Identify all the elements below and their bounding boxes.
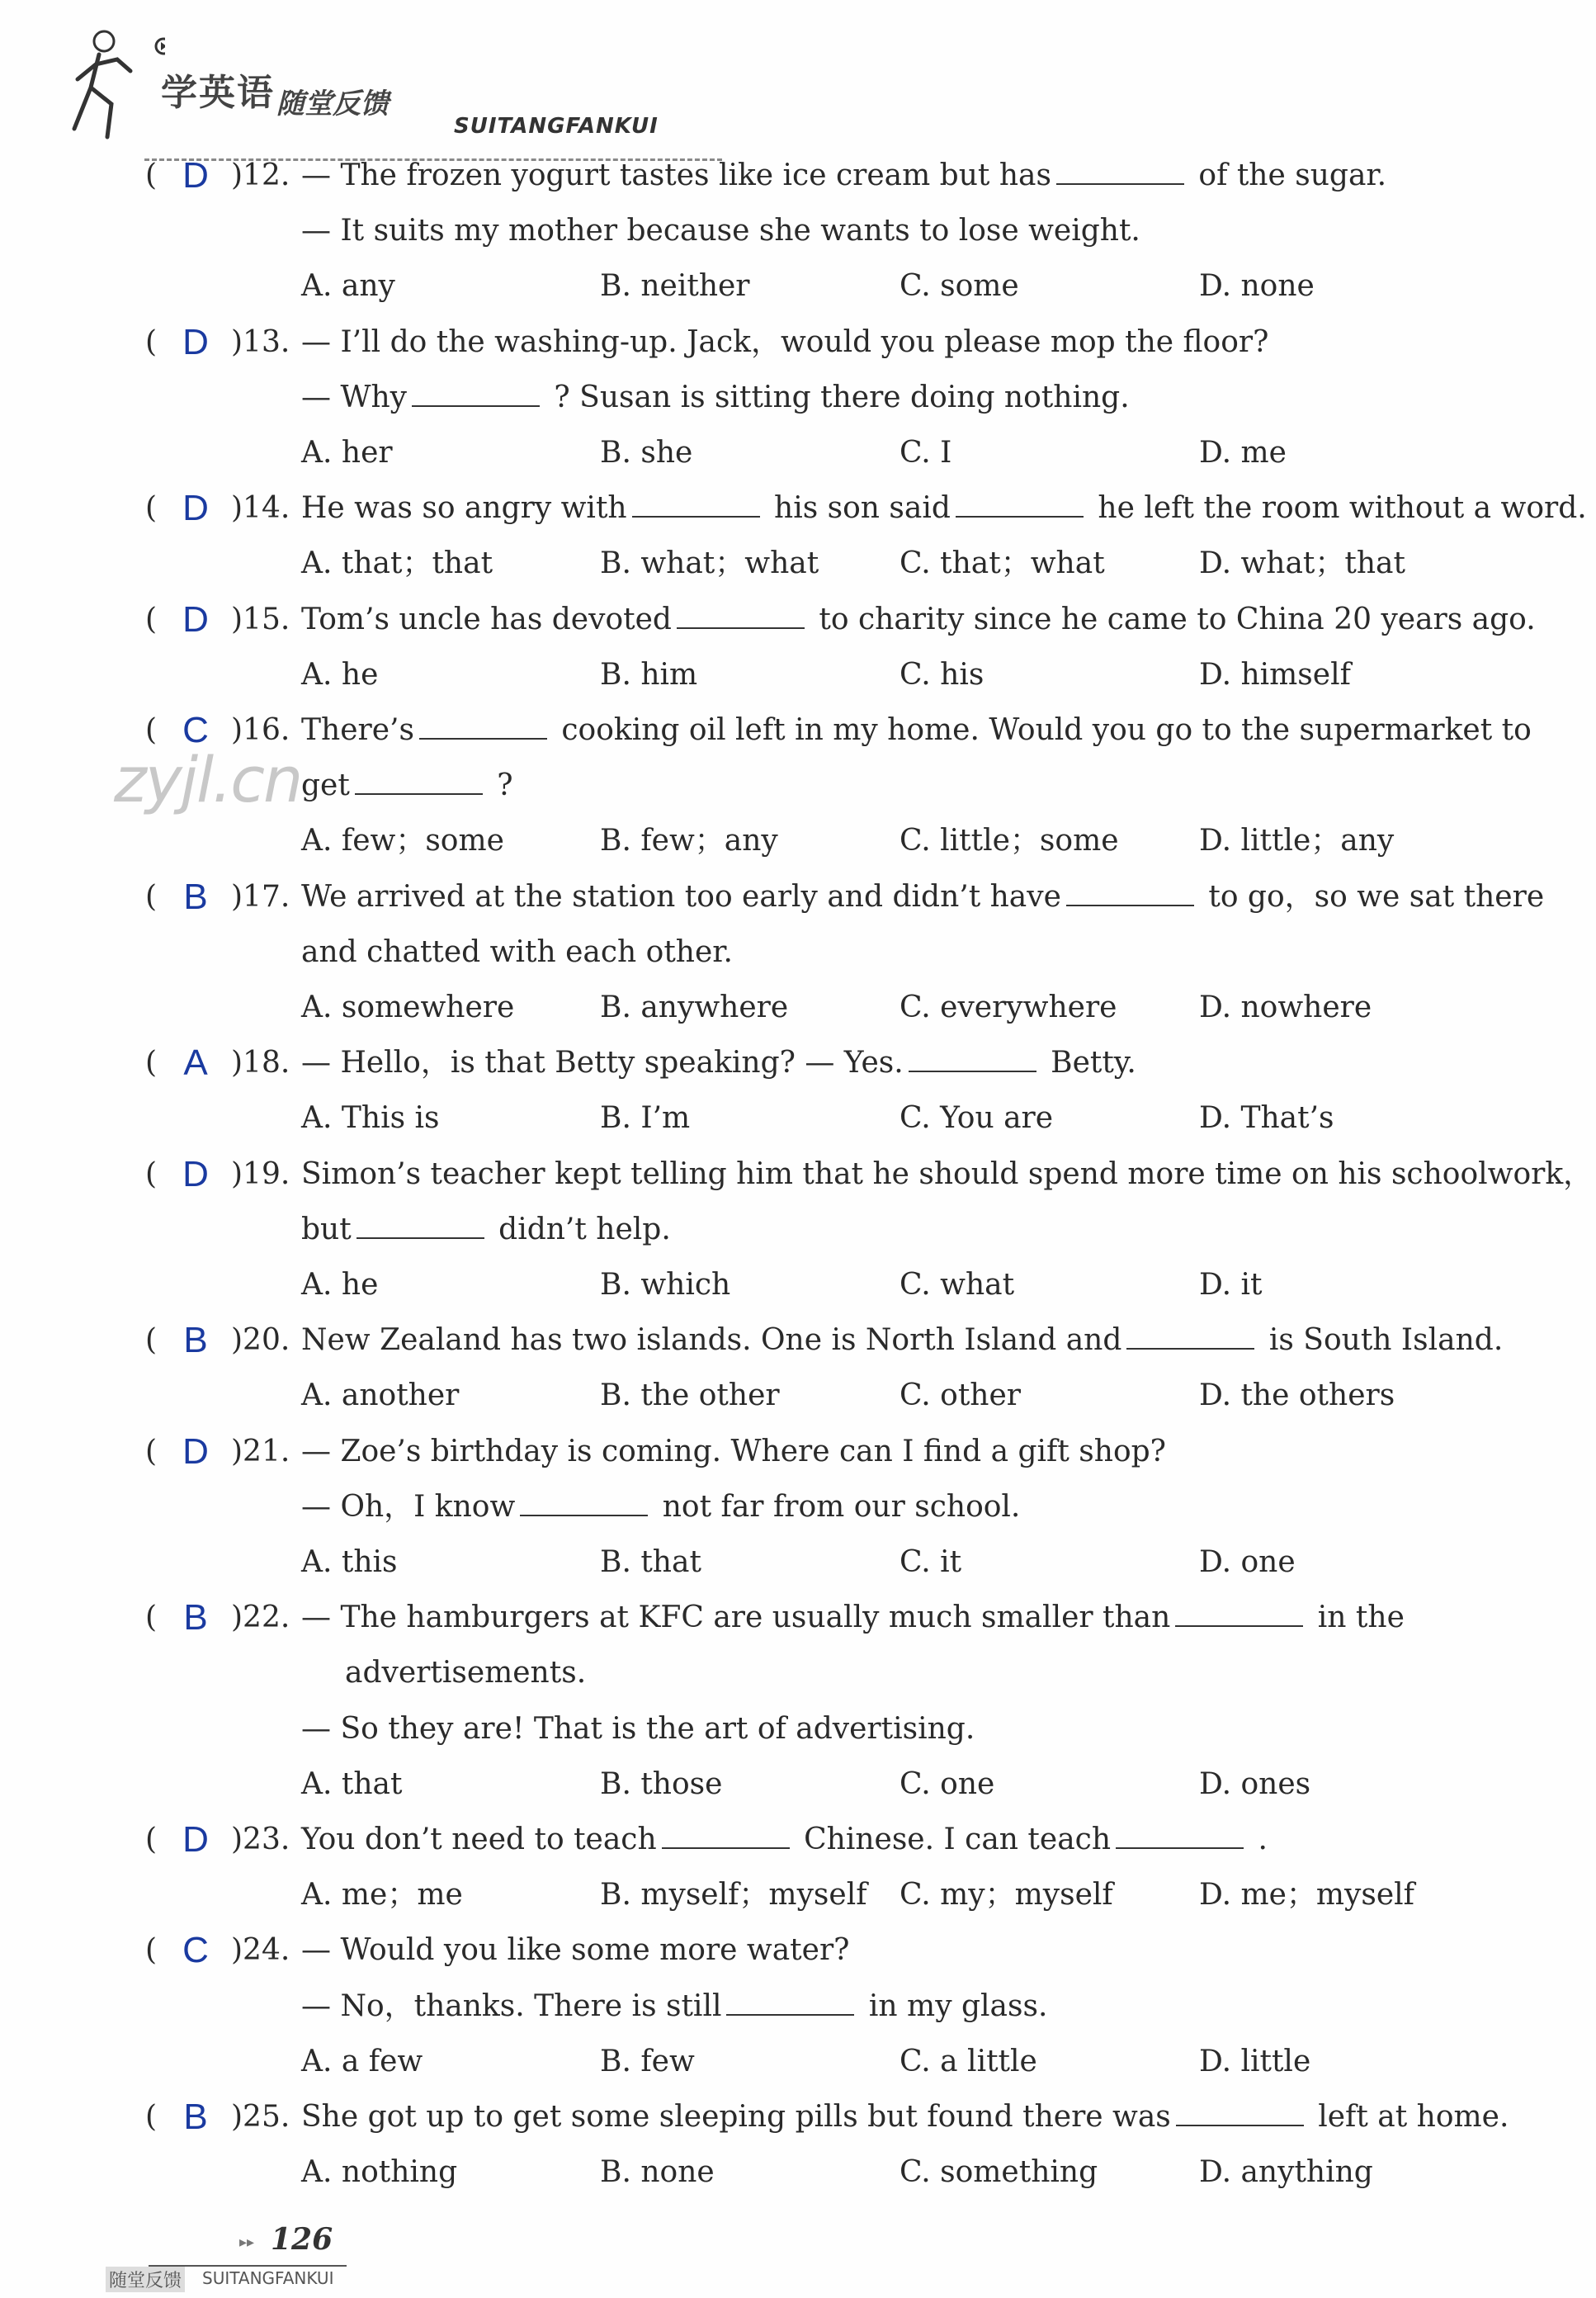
option-c: C. I [900,436,952,470]
question-text: but [301,1212,352,1246]
answer-blank [355,770,483,795]
option-b: B. neither [600,269,750,304]
answer-blank [1116,1824,1244,1849]
answer-paren-open: ( [145,1823,158,1856]
option-d: D. himself [1199,657,1351,692]
answer-paren-open: ( [145,1046,158,1080]
question-number: )15. [231,602,290,636]
option-a: A. her [301,436,393,470]
answer-blank [412,382,540,407]
option-c: C. You are [900,1101,1054,1136]
option-b: B. none [600,2155,715,2190]
question-text-line [301,149,1386,203]
question-text: — Hello，is that Betty speaking? — Yes. [301,1046,904,1080]
header-subtitle: 随堂反馈 [276,87,389,121]
answer-paren-open: ( [145,1933,158,1968]
question-text: is South Island. [1259,1323,1504,1358]
option-a: A. few；some [301,824,504,858]
answer-paren-open: ( [145,324,158,359]
option-b: B. I’m [600,1101,691,1136]
answer-letter: B [183,2097,208,2137]
question-text: There’s [301,713,414,747]
question-text: Tom’s uncle has devoted [301,602,672,636]
header-title-pinyin: SUITANGFANKUI [454,114,659,139]
question-text: to go，so we sat there [1198,879,1545,914]
option-c: C. one [900,1766,995,1801]
question-text: She got up to get some sleeping pills but found there was [301,2100,1171,2134]
question-text: he left the room without a word. [1088,491,1587,526]
question-text-line [301,1923,849,1978]
answer-blank [520,1492,648,1516]
option-a: A. another [301,1378,460,1413]
option-d: D. me [1199,436,1287,470]
runner-logo-icon [66,21,165,145]
question-text: Simon’s teacher kept telling him that he should spend more time on his schoolwork， [301,1156,1594,1191]
answer-letter: D [182,488,209,529]
question-number: )16. [231,713,290,747]
question-number: )24. [231,1933,290,1968]
question-text-line [301,925,733,980]
answer-paren-open: ( [145,1323,158,1358]
question-text-line [301,1480,1020,1534]
watermark: zyjl.cn [114,743,302,816]
option-a: A. this [301,1545,398,1579]
question-text-line [301,1591,1405,1645]
question-text-line [301,593,1536,647]
option-c: C. other [900,1378,1021,1413]
option-b: B. what；what [600,546,819,581]
question-text: — Would you like some more water? [301,1933,850,1968]
question-text: — Oh，I know [301,1489,516,1524]
option-a: A. nothing [301,2155,458,2190]
answer-paren-open: ( [145,491,158,526]
option-d: D. nowhere [1199,991,1372,1024]
option-d: D. it [1199,1268,1263,1302]
answer-letter: A [183,1043,208,1084]
answer-paren-open: ( [145,879,158,914]
question-text: — Zoe’s birthday is coming. Where can I find a gift shop? [301,1434,1166,1468]
answer-paren-open: ( [145,1156,158,1191]
option-b: B. few [600,2044,695,2078]
question-text: not far from our school. [653,1489,1021,1524]
option-c: C. it [900,1545,962,1579]
question-number: )13. [231,324,290,359]
answer-blank [357,1214,484,1239]
question-text: — So they are! That is the art of advertising. [301,1711,975,1746]
answer-letter: C [182,1930,209,1971]
option-d: D. none [1199,269,1315,304]
option-c: C. what [900,1268,1015,1302]
answer-blank [1126,1325,1254,1350]
question-text: Chinese. I can teach [794,1823,1111,1856]
question-text-line [301,371,1130,425]
question-text: and chatted with each other. [301,934,733,969]
question-text: advertisements. [345,1656,587,1690]
question-number: )19. [231,1156,290,1191]
question-text: left at home. [1308,2100,1509,2134]
page-number: 126 [271,2222,333,2257]
answer-blank [956,493,1084,518]
question-text: You don’t need to teach [301,1823,657,1856]
answer-letter: D [182,1153,209,1194]
option-a: A. any [301,269,395,304]
question-text: — Why [301,380,407,414]
question-text-line [301,759,513,813]
answer-paren-open: ( [145,158,158,192]
answer-blank [677,604,805,629]
question-text: ? [487,768,513,803]
option-a: A. that [301,1766,403,1801]
answer-paren-open: ( [145,1601,158,1635]
question-text: — It suits my mother because she wants to lose weight. [301,214,1140,248]
option-b: B. anywhere [600,991,789,1024]
option-a: A. This is [301,1101,440,1136]
question-text: Betty. [1041,1046,1136,1080]
question-text-line [301,1313,1503,1368]
option-d: D. little；any [1199,824,1395,858]
answer-paren-open: ( [145,1434,158,1468]
option-b: B. which [600,1268,731,1302]
option-a: A. that；that [301,546,493,581]
answer-blank [1175,1602,1303,1627]
answer-blank [632,493,760,518]
option-b: B. him [600,657,698,692]
answer-letter: B [183,1320,208,1361]
question-text-line [301,1702,975,1757]
question-text: New Zealand has two islands. One is North Island and [301,1323,1122,1358]
answer-letter: D [182,1430,209,1472]
answer-blank [726,1991,854,2016]
answer-letter: C [182,710,209,750]
question-text: — No，thanks. There is still [301,1988,722,2023]
option-d: D. anything [1199,2155,1373,2190]
question-text: his son said [764,491,951,526]
option-c: C. everywhere [900,991,1117,1024]
question-text: get [301,768,350,803]
answer-letter: B [183,876,208,917]
option-a: A. me；me [301,1878,463,1913]
question-number: )18. [231,1046,290,1080]
answer-blank [1176,2102,1304,2126]
question-text: in my glass. [859,1988,1048,2023]
question-text: — The hamburgers at KFC are usually much smaller than [301,1601,1171,1635]
option-d: D. me；myself [1199,1878,1414,1913]
question-text: didn’t help. [489,1212,671,1246]
option-b: B. the other [600,1378,780,1413]
option-a: A. he [301,1268,379,1302]
question-text-line [301,204,1140,258]
option-b: B. those [600,1766,723,1801]
answer-blank [662,1824,790,1849]
option-b: B. few；any [600,824,778,858]
answer-blank [1066,882,1194,906]
question-text-line [345,1646,586,1700]
option-c: C. my；myself [900,1878,1113,1913]
option-c: C. little；some [900,824,1119,858]
answer-letter: B [183,1597,208,1638]
question-text-line [301,481,1587,536]
option-c: C. some [900,269,1019,304]
answer-paren-open: ( [145,602,158,636]
option-a: A. somewhere [301,991,515,1024]
question-number: )12. [231,158,290,192]
question-text-line [301,1203,671,1257]
option-d: D. what；that [1199,546,1405,581]
footer-arrow-icon: ▸▸ [239,2234,255,2251]
option-b: B. she [600,436,693,470]
question-text-line [301,703,1532,758]
option-d: D. one [1199,1545,1296,1579]
answer-paren-open: ( [145,2100,158,2134]
question-number: )23. [231,1823,290,1856]
footer-label: 随堂反馈 [106,2267,185,2292]
question-text-line [301,2090,1509,2144]
question-number: )22. [231,1601,290,1635]
answer-blank [1056,160,1184,185]
question-number: )14. [231,491,290,526]
answer-letter: D [182,321,209,362]
question-number: )21. [231,1434,290,1468]
question-text: He was so angry with [301,491,627,526]
answer-paren-open: ( [145,713,158,747]
option-b: B. that [600,1545,701,1579]
question-text: We arrived at the station too early and didn’t have [301,879,1061,914]
header-title: 学英语 [161,72,275,114]
question-text: in the [1308,1601,1405,1635]
option-c: C. his [900,657,985,692]
question-text-line [301,1036,1136,1090]
question-text: to charity since he came to China 20 years ago. [809,602,1536,636]
option-c: C. that；what [900,546,1105,581]
question-text: cooking oil left in my home. Would you go to the supermarket to [551,713,1532,747]
question-text-line [301,870,1544,924]
option-c: C. a little [900,2044,1037,2078]
question-number: )20. [231,1323,290,1358]
option-a: A. he [301,657,379,692]
page-header [66,21,660,145]
answer-blank [419,715,547,740]
question-text: . [1249,1823,1268,1856]
question-text: — The frozen yogurt tastes like ice cream but has [301,158,1051,192]
question-number: )25. [231,2100,290,2134]
question-text: of the sugar. [1188,158,1387,192]
footer-label-pinyin: SUITANGFANKUI [202,2268,334,2288]
question-text-line [301,1147,1593,1202]
question-text: — I’ll do the washing-up. Jack，would you please mop the floor? [301,324,1269,359]
option-b: B. myself；myself [600,1878,867,1913]
question-text-line [301,1979,1047,2034]
answer-blank [909,1047,1036,1072]
question-text-line [301,315,1268,370]
question-text: ? Susan is sitting there doing nothing. [544,380,1130,414]
answer-letter: D [182,598,209,640]
option-d: D. the others [1199,1378,1395,1413]
option-d: D. That’s [1199,1101,1334,1136]
question-text-line [301,1813,1268,1867]
option-a: A. a few [301,2044,423,2078]
question-number: )17. [231,879,290,914]
answer-letter: D [182,155,209,196]
option-d: D. little [1199,2044,1311,2078]
answer-letter: D [182,1819,209,1860]
option-d: D. ones [1199,1766,1311,1801]
question-text-line [301,1425,1166,1479]
option-c: C. something [900,2155,1098,2190]
